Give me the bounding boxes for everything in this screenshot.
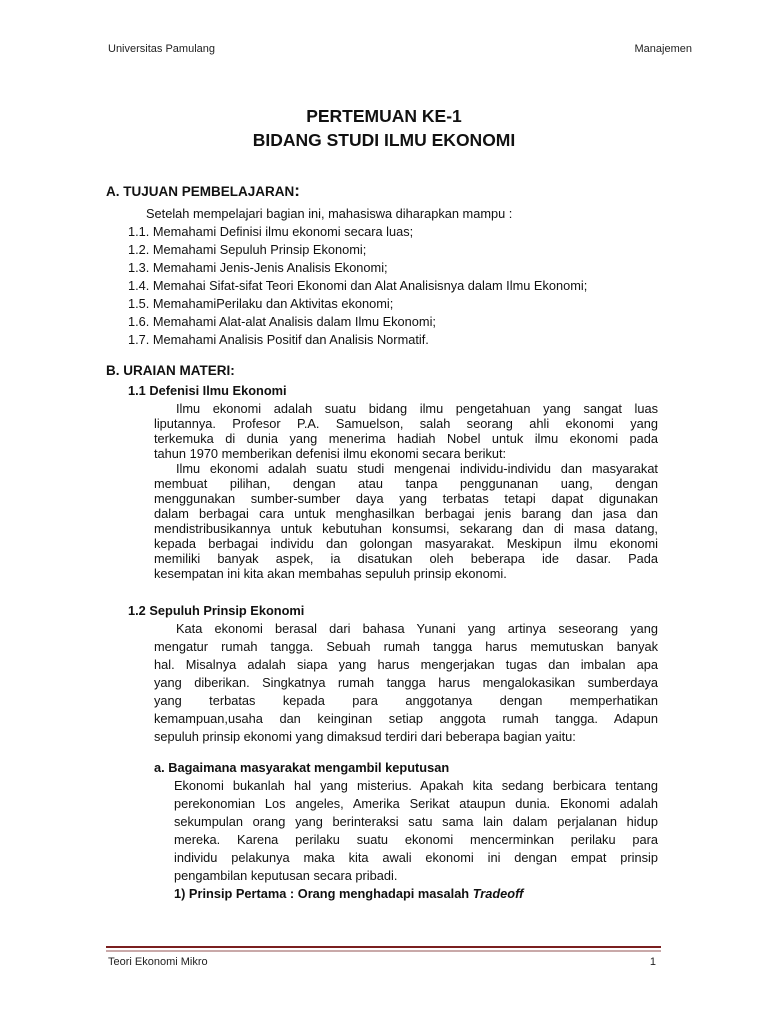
footer-rule <box>106 946 661 948</box>
paragraph-line: Ilmu ekonomi adalah suatu studi mengenai individu-individu dan masyarakat <box>176 461 658 476</box>
paragraph-line: yang terbatas kepada para anggotanya dengan memperhatikan <box>154 693 658 708</box>
section-a-heading-text: A. TUJUAN PEMBELAJARAN <box>106 184 295 199</box>
paragraph-line: individu pelakunya maka kita awali ekonomi ini dengan empat prinsip <box>174 850 658 865</box>
objective-item: 1.3. Memahami Jenis-Jenis Analisis Ekonomi; <box>128 260 388 275</box>
paragraph-line: pengambilan keputusan secara pribadi. <box>174 868 398 883</box>
paragraph-line: membuat pilihan, dengan atau tanpa penggunanan uang, dengan <box>154 476 658 491</box>
footer-course-name: Teori Ekonomi Mikro <box>108 956 208 968</box>
principle-1-term: Tradeoff <box>472 886 524 901</box>
objective-item: 1.2. Memahami Sepuluh Prinsip Ekonomi; <box>128 242 367 257</box>
section-a-colon: : <box>294 181 300 200</box>
paragraph-line: Ekonomi bukanlah hal yang misterius. Apakah kita sedang berbicara tentang <box>174 778 658 793</box>
objective-item: 1.1. Memahami Definisi ilmu ekonomi secara luas; <box>128 224 414 239</box>
section-b-heading: B. URAIAN MATERI: <box>106 363 235 378</box>
subsection-1-2-heading: 1.2 Sepuluh Prinsip Ekonomi <box>128 603 305 618</box>
section-a-heading <box>106 181 300 201</box>
objective-item: 1.7. Memahami Analisis Positif dan Analisis Normatif. <box>128 332 429 347</box>
paragraph-line: yang diberikan. Singkatnya rumah tangga harus mengalokasikan sumberdaya <box>154 675 658 690</box>
paragraph-line: tahun 1970 memberikan defenisi ilmu ekonomi secara berikut: <box>154 446 507 461</box>
paragraph-line: Kata ekonomi berasal dari bahasa Yunani yang artinya seseorang yang <box>176 621 658 636</box>
paragraph-line: menggunakan sumber-sumber daya yang terbatas tetapi dapat digunakan <box>154 491 658 506</box>
page-subtitle: BIDANG STUDI ILMU EKONOMI <box>252 130 516 150</box>
section-a-intro: Setelah mempelajari bagian ini, mahasiswa diharapkan mampu : <box>146 206 513 221</box>
paragraph-line: sepuluh prinsip ekonomi yang dimaksud terdiri dari beberapa bagian yaitu: <box>154 729 576 744</box>
header-university: Universitas Pamulang <box>108 43 215 55</box>
paragraph-line: terkemuka di dunia yang menerima hadiah Nobel untuk ilmu ekonomi pada <box>154 431 658 446</box>
objective-item: 1.6. Memahami Alat-alat Analisis dalam Ilmu Ekonomi; <box>128 314 436 329</box>
subsection-1-1-heading: 1.1 Defenisi Ilmu Ekonomi <box>128 383 287 398</box>
paragraph-line: Ilmu ekonomi adalah suatu bidang ilmu pengetahuan yang sangat luas <box>176 401 658 416</box>
paragraph-line: liputannya. Profesor P.A. Samuelson, salah seorang ahli ekonomi yang <box>154 416 658 431</box>
paragraph-line: mendistribusikannya untuk kebutuhan konsumsi, sekarang dan di masa datang, <box>154 521 658 536</box>
paragraph-line: hal. Misalnya adalah siapa yang harus mengerjakan tugas dan imbalan apa <box>154 657 658 672</box>
header-department: Manajemen <box>634 43 692 55</box>
objective-item: 1.5. MemahamiPerilaku dan Aktivitas ekonomi; <box>128 296 394 311</box>
paragraph-line: sekumpulan orang yang berinteraksi satu sama lain dalam perjalanan hidup <box>174 814 658 829</box>
paragraph-line: mereka. Karena perilaku suatu ekonomi mencerminkan perilaku para <box>174 832 658 847</box>
page-title: PERTEMUAN KE-1 <box>306 106 462 126</box>
paragraph-line: memiliki banyak aspek, ia disatukan oleh beberapa ide dasar. Pada <box>154 551 658 566</box>
paragraph-line: mengatur rumah tangga. Sebuah rumah tangga harus memutuskan banyak <box>154 639 658 654</box>
paragraph-line: dalam berbagai cara untuk menghasilkan berbagai jenis barang dan jasa dan <box>154 506 658 521</box>
paragraph-line: kepada berbagai individu dan golongan masyarakat. Meskipun ilmu ekonomi <box>154 536 658 551</box>
subsection-a-heading: a. Bagaimana masyarakat mengambil keputusan <box>154 760 450 775</box>
principle-1-prefix: 1) Prinsip Pertama : Orang menghadapi masalah <box>174 886 473 901</box>
footer-page-number: 1 <box>649 956 656 968</box>
principle-1-heading <box>174 886 523 901</box>
paragraph-line: kemampuan,usaha dan keinginan setiap anggota rumah tangga. Adapun <box>154 711 658 726</box>
objective-item: 1.4. Memahai Sifat-sifat Teori Ekonomi dan Alat Analisisnya dalam Ilmu Ekonomi; <box>128 278 588 293</box>
paragraph-line: kesempatan ini kita akan membahas sepuluh prinsip ekonomi. <box>154 566 507 581</box>
paragraph-line: perekonomian Los angeles, Amerika Serikat ataupun dunia. Ekonomi adalah <box>174 796 658 811</box>
